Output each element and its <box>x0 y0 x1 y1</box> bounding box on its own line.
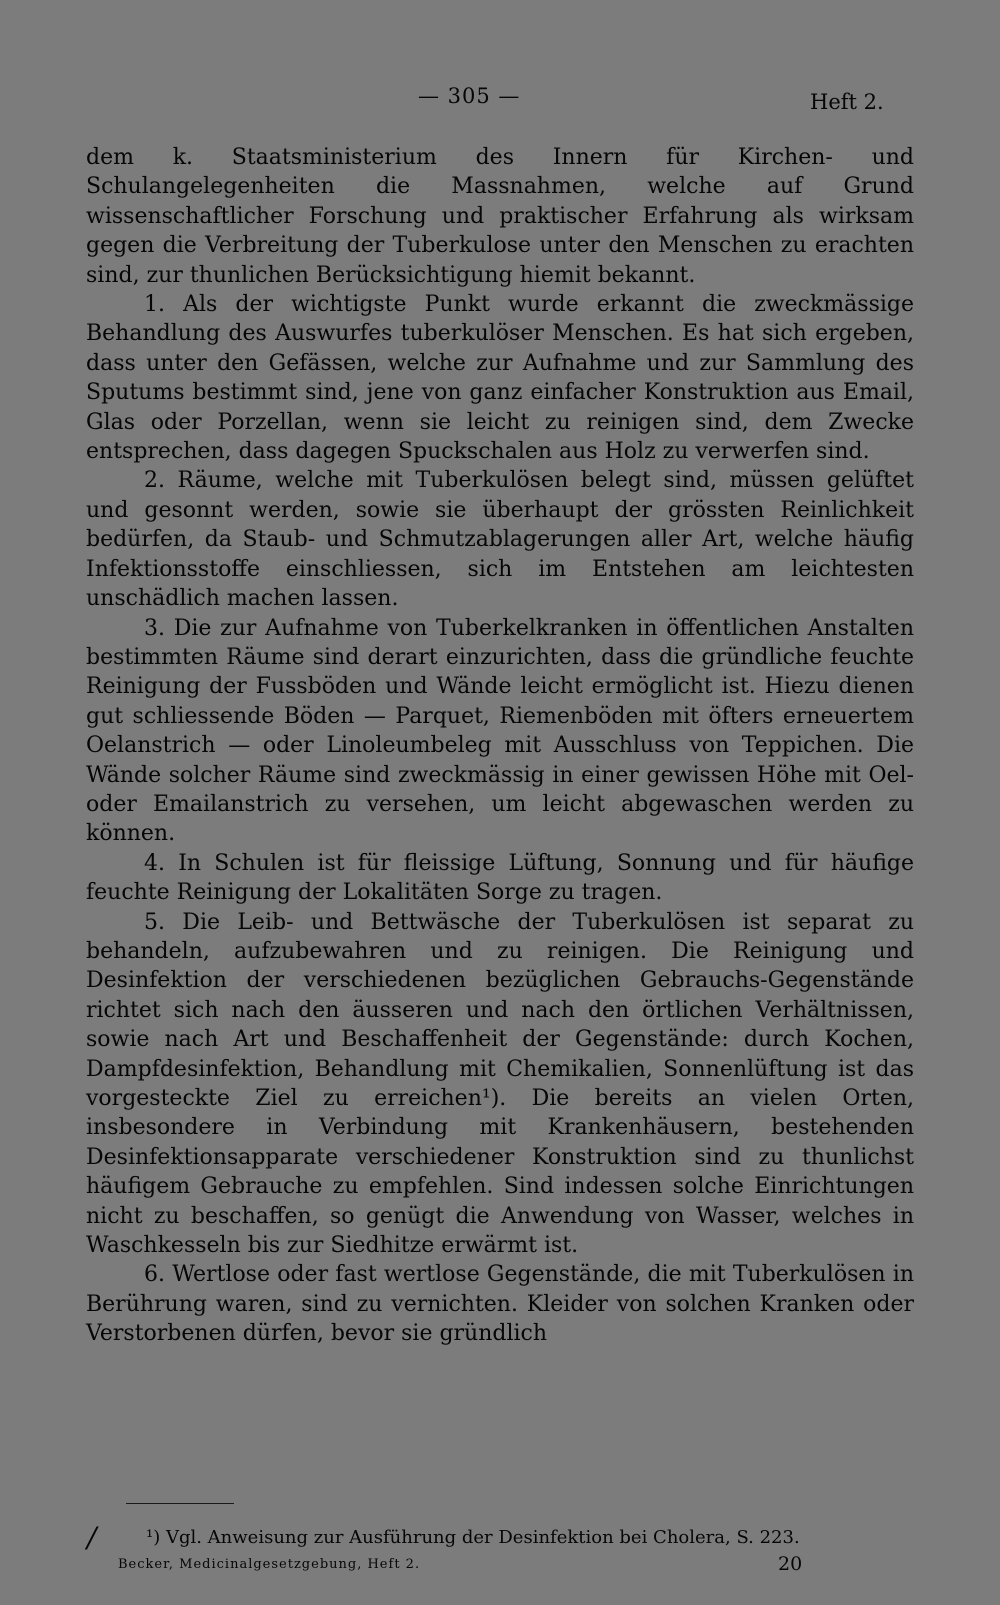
paragraph-2: 2. Räume, welche mit Tuberkulösen belegt sind, müssen gelüftet und gesonnt werden, sowie sie überhaupt der grössten Reinlichkeit bedürfen, da Staub- und Schmutzablagerungen aller Art, welche häufig Infektionsstoffe einschliessen, sich im Entstehen am leichtesten unschädlich machen lassen. <box>86 468 914 612</box>
footer-source: Becker, Medicinalgesetzgebung, Heft 2. <box>118 1557 421 1572</box>
page-footer <box>118 1553 808 1575</box>
paragraph-6: 6. Wertlose oder fast wertlose Gegenstände, die mit Tuberkulösen in Berührung waren, sind zu vernichten. Kleider von solchen Kranken oder Verstorbenen dürfen, bevor sie gründlich <box>86 1262 914 1347</box>
footnote-divider <box>126 1503 234 1504</box>
page-header <box>0 84 1000 120</box>
paragraph-3: 3. Die zur Aufnahme von Tuberkelkranken in öffentlichen Anstalten bestimmten Räume sind derart einzurichten, dass die gründliche feuchte Reinigung der Fussböden und Wände leicht ermöglicht ist. Hiezu dienen gut schliessende Böden — Parquet, Riemenböden mit öfters erneuertem Oelanstrich — oder Linoleumbeleg mit Ausschluss von Teppichen. Die Wände solcher Räume sind zweckmässig in einer gewissen Höhe mit Oel- oder Emailanstrich zu versehen, um leicht abgewaschen werden zu können. <box>86 615 914 847</box>
signature-number: 20 <box>778 1553 803 1575</box>
issue-label: Heft 2. <box>810 90 884 114</box>
body-text <box>86 143 914 1349</box>
paragraph-intro: dem k. Staatsministerium des Innern für Kirchen- und Schulangelegenheiten die Massnahmen, welche auf Grund wissenschaftlicher Forschung und praktischer Erfahrung als wirksam gegen die Verbreitung der Tuberkulose unter den Menschen zu erachten sind, zur thunlichen Berücksichtigung hiemit bekannt. <box>86 145 914 288</box>
margin-mark: / <box>87 1521 97 1554</box>
footnote: ¹) Vgl. Anweisung zur Ausführung der Desinfektion bei Cholera, S. 223. <box>146 1527 800 1548</box>
paragraph-5: 5. Die Leib- und Bettwäsche der Tuberkulösen ist separat zu behandeln, aufzubewahren und zu reinigen. Die Reinigung und Desinfektion der verschiedenen bezüglichen Gebrauchs-Gegenstände richtet sich nach den äusseren und nach den örtlichen Verhältnissen, sowie nach Art und Beschaffenheit der Gegenstände: durch Kochen, Dampfdesinfektion, Behandlung mit Chemikalien, Sonnenlüftung ist das vorgesteckte Ziel zu erreichen¹). Die bereits an vielen Orten, insbesondere in Verbindung mit Krankenhäusern, bestehenden Desinfektionsapparate verschiedener Konstruktion sind zu thunlichst häufigem Gebrauche zu empfehlen. Sind indessen solche Einrichtungen nicht zu beschaffen, so genügt die Anwendung von Wasser, welches in Waschkesseln bis zur Siedhitze erwärmt ist. <box>86 909 914 1259</box>
paragraph-1: 1. Als der wichtigste Punkt wurde erkannt die zweckmässige Behandlung des Auswurfes tuberkulöser Menschen. Es hat sich ergeben, dass unter den Gefässen, welche zur Aufnahme und zur Sammlung des Sputums bestimmt sind, jene von ganz einfacher Konstruktion aus Email, Glas oder Porzellan, wenn sie leicht zu reinigen sind, dem Zwecke entsprechen, dass dagegen Spuckschalen aus Holz zu verwerfen sind. <box>86 292 914 465</box>
paragraph-4: 4. In Schulen ist für fleissige Lüftung, Sonnung und für häufige feuchte Reinigung der Lokalitäten Sorge zu tragen. <box>86 850 914 906</box>
page-number: — 305 — <box>418 84 521 108</box>
